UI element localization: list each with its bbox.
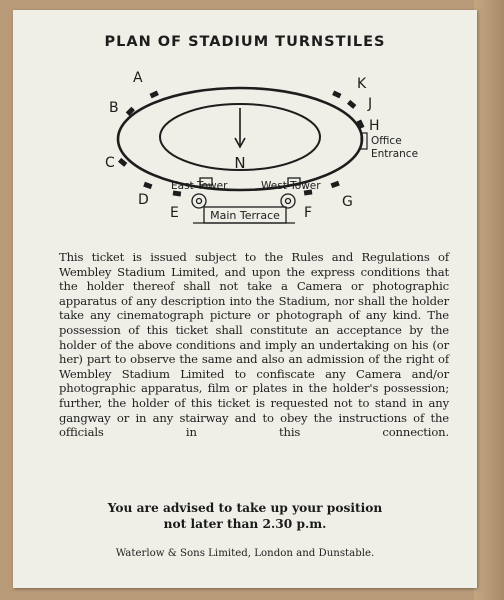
turnstile-k: K [357,76,367,92]
turnstile-e: E [170,205,179,221]
stadium-plan [13,10,477,240]
ticket-terms: This ticket is issued subject to the Rules and Regulations of Wembley Stadium Limited, and upon the express conditions that the holder thereof shall not take a Camera or photographic apparatus of any description into the Stadium, nor shall the holder take any cinematograph picture or photograph of any kind. The possession of this ticket shall constitute an acceptance by the holder of the above conditions and imply an undertaking on his (or her) part to observe the same and also an admission of the right of Wembley Stadium Limited to confiscate any Camera and/or photographic apparatus, film or plates in the holder's possession; further, the holder of this ticket is requested not to stand in any gangway or in any stairway and to obey the instructions of the officials in this connection. [59,250,449,440]
turnstile-b: B [109,100,119,116]
turnstile-a: A [133,70,143,86]
turnstile-j: J [368,96,373,112]
turnstile-c: C [105,155,115,171]
ticket-title: PLAN OF STADIUM TURNSTILES [104,34,386,50]
office-entrance-line2: Entrance [371,148,419,160]
turnstile-mark-a [150,90,159,98]
advice-line-2: not later than 2.30 p.m. [163,517,327,531]
east-tower-label: East Tower [171,180,228,192]
turnstile-mark-d [143,182,152,189]
west-tower-core [286,199,291,204]
turnstile-mark-j [347,100,356,109]
turnstile-mark-k [332,90,341,98]
advice-notice [13,500,477,532]
turnstile-h: H [369,118,380,134]
west-tower [281,194,295,208]
pitch-label: N [234,154,246,172]
east-tower-core [197,199,202,204]
turnstile-mark-c [118,158,127,167]
turnstile-g: G [342,194,353,210]
east-tower [192,194,206,208]
turnstile-mark-g [331,181,340,188]
turnstile-f: F [304,205,313,221]
printer-imprint: Waterlow & Sons Limited, London and Dunstable. [115,548,375,559]
main-terrace-label: Main Terrace [210,209,280,222]
turnstile-d: D [138,192,149,208]
ticket [13,10,477,588]
advice-line-1: You are advised to take up your position [107,501,383,515]
backdrop [474,0,504,600]
west-tower-label: West Tower [261,180,321,192]
office-entrance-line1: Office [371,135,402,147]
